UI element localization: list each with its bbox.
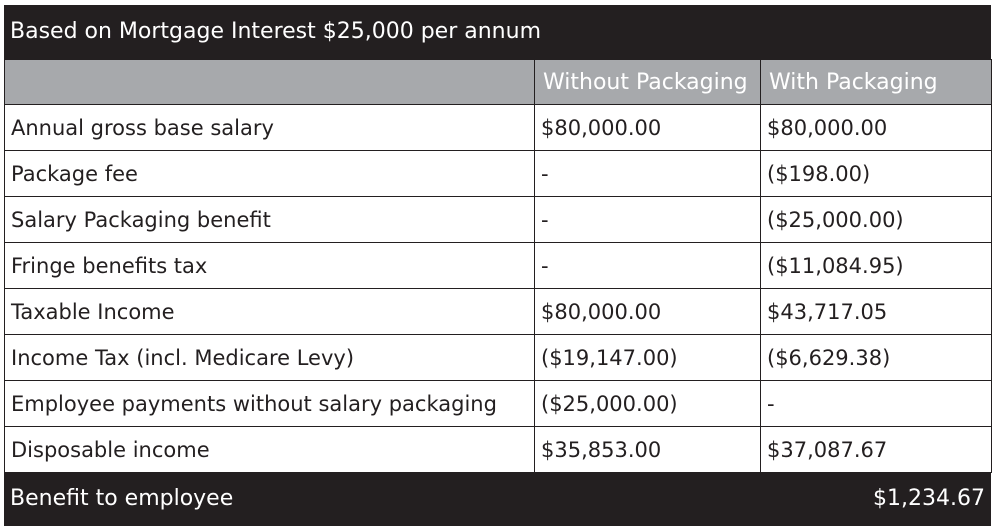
table-row (5, 105, 992, 151)
header-with-packaging: With Packaging (761, 60, 992, 105)
without-packaging-value: $80,000.00 (535, 105, 761, 151)
row-label: Taxable Income (5, 289, 535, 335)
table-row (5, 243, 992, 289)
table-row (5, 197, 992, 243)
row-label: Annual gross base salary (5, 105, 535, 151)
benefit-label: Benefit to employee (10, 486, 234, 511)
with-packaging-value: $37,087.67 (761, 427, 992, 473)
row-label: Package fee (5, 151, 535, 197)
benefit-footer (4, 471, 991, 526)
table-row (5, 427, 992, 473)
row-label: Employee payments without salary packaging (5, 381, 535, 427)
without-packaging-value: $80,000.00 (535, 289, 761, 335)
with-packaging-value: ($6,629.38) (761, 335, 992, 381)
benefit-value: $1,234.67 (873, 486, 985, 511)
with-packaging-value: ($11,084.95) (761, 243, 992, 289)
without-packaging-value: - (535, 197, 761, 243)
without-packaging-value: $35,853.00 (535, 427, 761, 473)
row-label: Fringe benefits tax (5, 243, 535, 289)
without-packaging-value: - (535, 243, 761, 289)
without-packaging-value: - (535, 151, 761, 197)
with-packaging-value: ($198.00) (761, 151, 992, 197)
row-label: Disposable income (5, 427, 535, 473)
salary-packaging-table (4, 59, 992, 473)
with-packaging-value: ($25,000.00) (761, 197, 992, 243)
header-row (5, 60, 992, 105)
header-blank-cell (5, 60, 535, 105)
comparison-table-card (4, 5, 991, 526)
without-packaging-value: ($25,000.00) (535, 381, 761, 427)
without-packaging-value: ($19,147.00) (535, 335, 761, 381)
with-packaging-value: $43,717.05 (761, 289, 992, 335)
table-title: Based on Mortgage Interest $25,000 per annum (10, 19, 541, 44)
with-packaging-value: $80,000.00 (761, 105, 992, 151)
table-row (5, 151, 992, 197)
row-label: Salary Packaging benefit (5, 197, 535, 243)
table-row (5, 381, 992, 427)
header-without-packaging: Without Packaging (535, 60, 761, 105)
table-row (5, 289, 992, 335)
row-label: Income Tax (incl. Medicare Levy) (5, 335, 535, 381)
with-packaging-value: - (761, 381, 992, 427)
table-row (5, 335, 992, 381)
